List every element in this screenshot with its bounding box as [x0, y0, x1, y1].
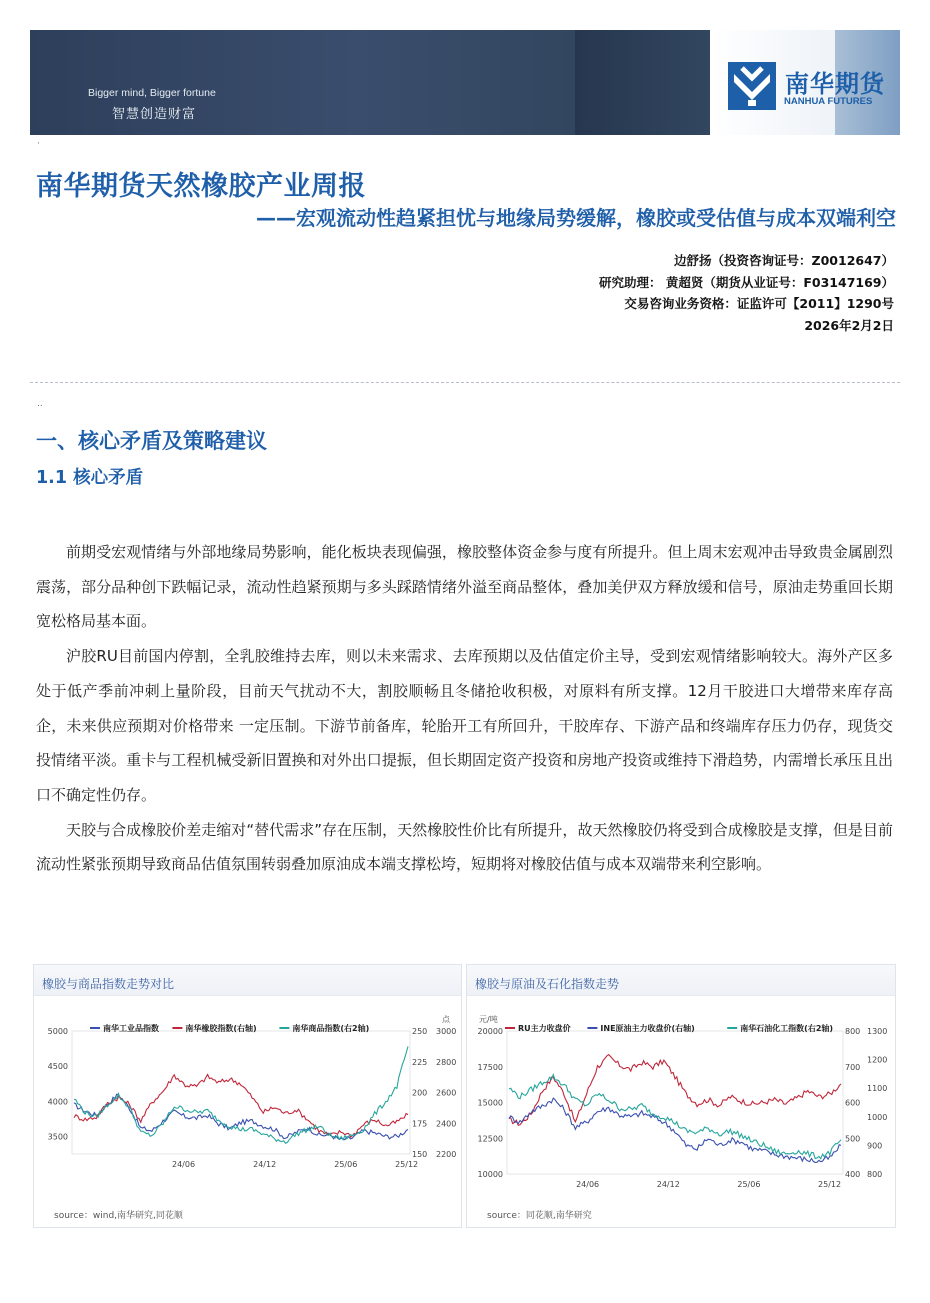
- margin-dot: ·: [37, 139, 40, 149]
- paragraph: 前期受宏观情绪与外部地缘局势影响，能化板块表现偏强，橡胶整体资金参与度有所提升。但上周末宏观冲击导致贵金属剧烈震荡，部分品种创下跌幅记录，流动性趋紧预期与多头踩踏情绪外溢至商品整体，叠加美伊双方释放缓和信号，原油走势重回长期宽松格局基本面。: [36, 543, 893, 631]
- legend-label: 南华橡胶指数(右轴): [185, 1024, 257, 1033]
- chart-source: source：同花顺,南华研究: [487, 1211, 592, 1221]
- chart-source: source：wind,南华研究,同花顺: [54, 1211, 183, 1221]
- y-left-tick-label: 12500: [477, 1134, 503, 1144]
- x-tick-label: 25/12: [818, 1180, 842, 1189]
- y-left-tick-label: 10000: [477, 1170, 503, 1179]
- body-text: [36, 535, 893, 882]
- y-right2-tick-label: 1300: [867, 1027, 888, 1036]
- y-right1-tick-label: 500: [845, 1134, 861, 1144]
- report-date: 2026年2月2日: [804, 317, 894, 333]
- header-banner: [30, 30, 900, 135]
- x-tick-label: 24/06: [172, 1160, 196, 1169]
- logo-text-cn: 南华期货: [785, 70, 885, 98]
- chart-card-rubber-vs-commodity: [33, 964, 462, 1228]
- author-block: [599, 250, 894, 336]
- x-tick-label: 25/06: [737, 1180, 761, 1189]
- banner-tagline-en: Bigger mind, Bigger fortune: [88, 87, 216, 99]
- y-right1-tick-label: 175: [412, 1119, 428, 1129]
- y-right1-tick-label: 400: [845, 1170, 861, 1179]
- y-right2-tick-label: 1000: [867, 1112, 888, 1122]
- y-right2-tick-label: 2200: [436, 1150, 457, 1159]
- y-right2-tick-label: 3000: [436, 1027, 457, 1036]
- section-heading: 一、核心矛盾及策略建议: [36, 429, 267, 453]
- logo-text-en: NANHUA FUTURES: [784, 96, 873, 107]
- license-line: 交易咨询业务资格：证监许可【2011】1290号: [624, 296, 894, 311]
- x-tick-label: 24/12: [253, 1160, 277, 1169]
- banner-tagline-cn: 智慧创造财富: [112, 107, 197, 122]
- chart-title: 橡胶与原油及石化指数走势: [475, 977, 620, 991]
- y-right2-tick-label: 1100: [867, 1084, 888, 1094]
- subsection-heading: 1.1 核心矛盾: [36, 468, 144, 488]
- y-right1-tick-label: 150: [412, 1150, 428, 1159]
- x-tick-label: 25/12: [395, 1160, 419, 1169]
- assistant-line: 研究助理： 黄超贤（期货从业证号：F03147169）: [599, 274, 894, 290]
- legend-label: 南华石油化工指数(右2轴): [740, 1024, 834, 1033]
- y-right2-tick-label: 800: [867, 1170, 883, 1179]
- chart-rubber-vs-commodity: [34, 996, 463, 1196]
- y-right2-tick-label: 2600: [436, 1088, 457, 1098]
- paragraph: 天胶与合成橡胶价差走缩对“替代需求”存在压制，天然橡胶性价比有所提升，故天然橡胶仍将受到合成橡胶是支撑，但是目前流动性紧张预期导致商品估值氛围转弱叠加原油成本端支撑松垮，短期将对橡胶估值与成本双端带来利空影响。: [36, 820, 893, 874]
- x-tick-label: 24/06: [576, 1180, 600, 1189]
- legend-label: INE原油主力收盘价(右轴): [600, 1024, 695, 1033]
- margin-dot: ..: [37, 399, 43, 409]
- series-line: [74, 1074, 408, 1137]
- author-line: 边舒扬（投资咨询证号：Z0012647）: [674, 253, 894, 268]
- x-tick-label: 24/12: [656, 1180, 680, 1189]
- x-tick-label: 25/06: [334, 1160, 358, 1169]
- chart-title: 橡胶与商品指数走势对比: [42, 977, 175, 991]
- y-right1-tick-label: 225: [412, 1057, 428, 1067]
- series-line: [509, 1055, 841, 1126]
- y-right1-tick-label: 700: [845, 1062, 861, 1072]
- nanhua-logo-icon: [728, 62, 776, 110]
- y-left-tick-label: 4500: [47, 1062, 68, 1072]
- y-right-unit: 点: [442, 1015, 450, 1024]
- legend-label: 南华商品指数(右2轴): [292, 1024, 370, 1033]
- legend-label: 南华工业品指数: [103, 1024, 159, 1033]
- series-line: [509, 1075, 841, 1159]
- y-left-tick-label: 3500: [47, 1132, 68, 1142]
- report-subtitle: ——宏观流动性趋紧担忧与地缘局势缓解，橡胶或受估值与成本双端利空: [256, 206, 896, 230]
- series-line: [509, 1098, 841, 1162]
- y-left-tick-label: 15000: [477, 1098, 503, 1108]
- y-left-tick-label: 20000: [477, 1027, 503, 1036]
- divider: [30, 382, 900, 383]
- legend-label: RU主力收盘价: [518, 1024, 571, 1033]
- y-left-tick-label: 5000: [47, 1027, 68, 1036]
- y-left-tick-label: 4000: [47, 1097, 68, 1107]
- y-left-tick-label: 17500: [477, 1062, 503, 1072]
- plot-frame: [72, 1031, 410, 1154]
- y-right2-tick-label: 2800: [436, 1057, 457, 1067]
- y-left-unit: 元/吨: [479, 1015, 498, 1024]
- y-right1-tick-label: 800: [845, 1027, 861, 1036]
- y-right2-tick-label: 900: [867, 1141, 883, 1151]
- paragraph: 沪胶RU目前国内停割，全乳胶维持去库，则以未来需求、去库预期以及估值定价主导，受到宏观情绪影响较大。海外产区多处于低产季前冲刺上量阶段，目前天气扰动不大，割胶顺畅且冬储抢收积极，对原料有所支撑。12月干胶进口大增带来库存高企，未来供应预期对价格带来 一定压制。下游节前备库，轮胎开工有所回升，干胶库存、下游产品和终端库存压力仍存，现货交投情绪平淡。重卡与工程机械受新旧置换和对外出口提振，但长期固定资产投资和房地产投资或维持下滑趋势，内需增长承压且出口不确定性仍存。: [36, 647, 893, 804]
- series-line: [74, 1046, 408, 1143]
- y-right1-tick-label: 200: [412, 1088, 428, 1098]
- y-right2-tick-label: 1200: [867, 1055, 888, 1065]
- chart-rubber-vs-oil: [467, 996, 897, 1196]
- chart-card-rubber-vs-oil: [466, 964, 896, 1228]
- y-right1-tick-label: 250: [412, 1027, 428, 1036]
- report-title: 南华期货天然橡胶产业周报: [36, 171, 366, 202]
- y-right1-tick-label: 600: [845, 1098, 861, 1108]
- y-right2-tick-label: 2400: [436, 1119, 457, 1129]
